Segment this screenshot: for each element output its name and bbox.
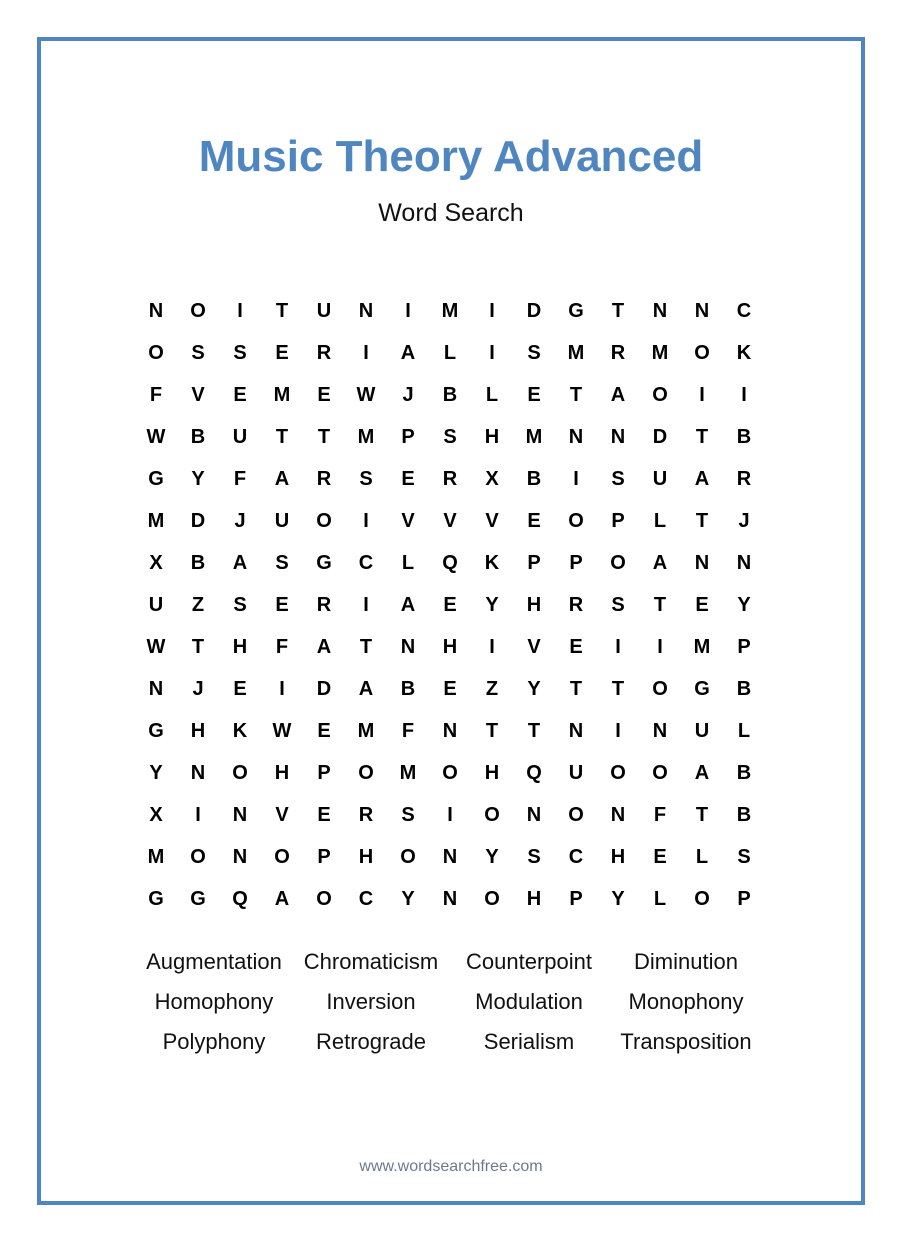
grid-letter[interactable]: F [275, 636, 289, 658]
word-list-item: Inversion [326, 989, 416, 1014]
grid-letter[interactable]: W [356, 384, 376, 406]
word-list-item: Diminution [634, 949, 738, 974]
grid-letter[interactable]: O [190, 846, 206, 868]
grid-letter[interactable]: D [526, 300, 542, 322]
grid-letter[interactable]: M [441, 300, 459, 322]
grid-letter[interactable]: G [148, 720, 164, 742]
grid-letter[interactable]: W [146, 636, 166, 658]
grid-letter[interactable]: B [736, 678, 752, 700]
grid-letter[interactable]: B [736, 426, 752, 448]
grid-letter[interactable]: A [316, 636, 332, 658]
footer-url[interactable]: www.wordsearchfree.com [359, 1158, 543, 1175]
grid-letter[interactable]: O [484, 804, 500, 826]
grid-letter[interactable]: R [610, 342, 626, 364]
grid-letter[interactable]: H [484, 426, 500, 448]
grid-letter[interactable]: T [653, 594, 667, 616]
grid-letter[interactable]: A [400, 594, 416, 616]
grid-letter[interactable]: Y [485, 846, 499, 868]
grid-letter[interactable]: N [694, 552, 710, 574]
grid-letter[interactable]: G [694, 678, 710, 700]
grid-letter[interactable]: N [442, 888, 458, 910]
grid-letter[interactable]: Y [401, 888, 415, 910]
worksheet-frame [37, 37, 865, 1205]
grid-letter[interactable]: E [317, 384, 331, 406]
grid-letter[interactable]: V [527, 636, 541, 658]
grid-letter[interactable]: U [232, 426, 248, 448]
grid-letter[interactable]: E [401, 468, 415, 490]
grid-letter[interactable]: N [148, 678, 164, 700]
grid-letter[interactable]: O [316, 510, 332, 532]
grid-letter[interactable]: V [275, 804, 289, 826]
grid-letter[interactable]: I [363, 342, 369, 364]
grid-letter[interactable]: Q [526, 762, 542, 784]
grid-letter[interactable]: Q [442, 552, 458, 574]
grid-letter[interactable]: P [569, 552, 583, 574]
grid-letter[interactable]: I [363, 510, 369, 532]
grid-letter[interactable]: Z [191, 594, 205, 616]
grid-letter[interactable]: R [316, 594, 332, 616]
grid-letter[interactable]: G [568, 300, 584, 322]
grid-letter[interactable]: U [694, 720, 710, 742]
grid-letter[interactable]: S [191, 342, 205, 364]
grid-letter[interactable]: L [401, 552, 415, 574]
grid-letter[interactable]: K [736, 342, 752, 364]
grid-letter[interactable]: T [359, 636, 373, 658]
grid-letter[interactable]: J [234, 510, 246, 532]
grid-letter[interactable]: V [191, 384, 205, 406]
grid-letter[interactable]: N [442, 720, 458, 742]
grid-letter[interactable]: O [652, 678, 668, 700]
grid-letter[interactable]: M [147, 846, 165, 868]
grid-letter[interactable]: N [694, 300, 710, 322]
grid-letter[interactable]: P [737, 636, 751, 658]
grid-letter[interactable]: F [401, 720, 415, 742]
grid-letter[interactable]: S [527, 846, 541, 868]
grid-letter[interactable]: H [232, 636, 248, 658]
grid-letter[interactable]: G [148, 468, 164, 490]
grid-letter[interactable]: B [442, 384, 458, 406]
grid-letter[interactable]: I [741, 384, 747, 406]
grid-letter[interactable]: B [190, 426, 206, 448]
grid-letter[interactable]: I [657, 636, 663, 658]
grid-letter[interactable]: S [233, 342, 247, 364]
grid-letter[interactable]: A [274, 888, 290, 910]
grid-letter[interactable]: I [279, 678, 285, 700]
grid-letter[interactable]: A [694, 468, 710, 490]
grid-letter[interactable]: E [695, 594, 709, 616]
grid-letter[interactable]: T [569, 678, 583, 700]
grid-letter[interactable]: A [358, 678, 374, 700]
grid-letter[interactable]: R [316, 342, 332, 364]
grid-letter[interactable]: G [190, 888, 206, 910]
grid-letter[interactable]: N [610, 426, 626, 448]
grid-letter[interactable]: Y [149, 762, 163, 784]
grid-letter[interactable]: M [693, 636, 711, 658]
grid-letter[interactable]: Y [611, 888, 625, 910]
grid-letter[interactable]: I [195, 804, 201, 826]
grid-letter[interactable]: Q [232, 888, 248, 910]
grid-letter[interactable]: F [233, 468, 247, 490]
grid-letter[interactable]: N [400, 636, 416, 658]
grid-letter[interactable]: V [443, 510, 457, 532]
grid-letter[interactable]: O [232, 762, 248, 784]
grid-letter[interactable]: I [237, 300, 243, 322]
grid-letter[interactable]: S [233, 594, 247, 616]
grid-letter[interactable]: G [316, 552, 332, 574]
grid-letter[interactable]: E [527, 510, 541, 532]
grid-letter[interactable]: A [400, 342, 416, 364]
grid-letter[interactable]: N [442, 846, 458, 868]
grid-letter[interactable]: X [149, 804, 163, 826]
grid-letter[interactable]: I [363, 594, 369, 616]
grid-letter[interactable]: P [527, 552, 541, 574]
grid-letter[interactable]: L [485, 384, 499, 406]
grid-letter[interactable]: O [694, 342, 710, 364]
grid-letter[interactable]: L [737, 720, 751, 742]
grid-letter[interactable]: E [275, 342, 289, 364]
grid-letter[interactable]: A [610, 384, 626, 406]
grid-letter[interactable]: A [232, 552, 248, 574]
grid-letter[interactable]: N [610, 804, 626, 826]
grid-letter[interactable]: M [357, 426, 375, 448]
grid-letter[interactable]: R [358, 804, 374, 826]
word-list-item: Retrograde [315, 1029, 427, 1054]
grid-letter[interactable]: J [192, 678, 204, 700]
grid-letter[interactable]: O [400, 846, 416, 868]
grid-letter[interactable]: A [274, 468, 290, 490]
grid-letter[interactable]: P [737, 888, 751, 910]
grid-letter[interactable]: L [653, 888, 667, 910]
grid-letter[interactable]: C [358, 888, 374, 910]
grid-letter[interactable]: T [191, 636, 205, 658]
grid-letter[interactable]: B [190, 552, 206, 574]
grid-letter[interactable]: R [316, 468, 332, 490]
grid-letter[interactable]: O [358, 762, 374, 784]
grid-letter[interactable]: E [233, 678, 247, 700]
grid-letter[interactable]: I [447, 804, 453, 826]
grid-letter[interactable]: H [526, 888, 542, 910]
grid-letter[interactable]: I [573, 468, 579, 490]
grid-letter[interactable]: I [615, 720, 621, 742]
word-list-item: Monophony [628, 989, 744, 1014]
grid-letter[interactable]: O [652, 762, 668, 784]
grid-letter[interactable]: P [317, 846, 331, 868]
grid-letter[interactable]: C [568, 846, 584, 868]
grid-letter[interactable]: F [653, 804, 667, 826]
grid-letter[interactable]: N [232, 846, 248, 868]
grid-letter[interactable]: K [484, 552, 500, 574]
grid-letter[interactable]: E [317, 720, 331, 742]
grid-letter[interactable]: H [610, 846, 626, 868]
grid-letter[interactable]: M [147, 510, 165, 532]
grid-letter[interactable]: U [316, 300, 332, 322]
grid-letter[interactable]: B [526, 468, 542, 490]
grid-letter[interactable]: S [275, 552, 289, 574]
word-list-item: Serialism [483, 1029, 575, 1054]
grid-letter[interactable]: O [652, 384, 668, 406]
word-list-item: Modulation [475, 989, 583, 1014]
grid-letter[interactable]: O [274, 846, 290, 868]
grid-letter[interactable]: V [401, 510, 415, 532]
grid-letter[interactable]: O [610, 762, 626, 784]
grid-letter[interactable]: O [442, 762, 458, 784]
grid-letter[interactable]: D [652, 426, 668, 448]
word-list-item: Counterpoint [466, 949, 592, 974]
grid-letter[interactable]: R [736, 468, 752, 490]
grid-letter[interactable]: C [736, 300, 752, 322]
grid-letter[interactable]: T [611, 678, 625, 700]
grid-letter[interactable]: Y [191, 468, 205, 490]
grid-letter[interactable]: W [146, 426, 166, 448]
grid-letter[interactable]: H [526, 594, 542, 616]
grid-letter[interactable]: D [190, 510, 206, 532]
grid-letter[interactable]: E [443, 678, 457, 700]
grid-letter[interactable]: M [651, 342, 669, 364]
grid-letter[interactable]: U [274, 510, 290, 532]
grid-letter[interactable]: L [653, 510, 667, 532]
grid-letter[interactable]: N [148, 300, 164, 322]
grid-letter[interactable]: O [610, 552, 626, 574]
grid-letter[interactable]: T [569, 384, 583, 406]
grid-letter[interactable]: L [695, 846, 709, 868]
grid-letter[interactable]: T [275, 426, 289, 448]
grid-letter[interactable]: B [736, 762, 752, 784]
grid-letter[interactable]: S [359, 468, 373, 490]
grid-letter[interactable]: M [357, 720, 375, 742]
grid-letter[interactable]: O [148, 342, 164, 364]
grid-letter[interactable]: T [275, 300, 289, 322]
grid-letter[interactable]: S [401, 804, 415, 826]
word-list-item: Homophony [154, 989, 274, 1014]
grid-letter[interactable]: E [275, 594, 289, 616]
grid-letter[interactable]: E [569, 636, 583, 658]
grid-letter[interactable]: L [443, 342, 457, 364]
grid-letter[interactable]: N [652, 300, 668, 322]
grid-letter[interactable]: F [149, 384, 163, 406]
grid-letter[interactable]: X [485, 468, 499, 490]
grid-letter[interactable]: N [568, 426, 584, 448]
word-list-item: Augmentation [146, 949, 282, 974]
grid-letter[interactable]: A [694, 762, 710, 784]
grid-letter[interactable]: I [489, 342, 495, 364]
grid-letter[interactable]: T [695, 426, 709, 448]
grid-letter[interactable]: I [405, 300, 411, 322]
grid-letter[interactable]: M [399, 762, 417, 784]
grid-letter[interactable]: I [489, 300, 495, 322]
grid-letter[interactable]: S [611, 468, 625, 490]
grid-letter[interactable]: W [272, 720, 292, 742]
grid-letter[interactable]: M [273, 384, 291, 406]
grid-letter[interactable]: E [653, 846, 667, 868]
grid-letter[interactable]: H [484, 762, 500, 784]
grid-letter[interactable]: I [699, 384, 705, 406]
grid-letter[interactable]: N [568, 720, 584, 742]
grid-letter[interactable]: O [568, 804, 584, 826]
grid-letter[interactable]: R [568, 594, 584, 616]
grid-letter[interactable]: N [190, 762, 206, 784]
grid-letter[interactable]: Z [485, 678, 499, 700]
grid-letter[interactable]: N [526, 804, 542, 826]
grid-letter[interactable]: Y [737, 594, 751, 616]
grid-letter[interactable]: I [489, 636, 495, 658]
grid-letter[interactable]: R [442, 468, 458, 490]
grid-letter[interactable]: G [148, 888, 164, 910]
grid-letter[interactable]: S [611, 594, 625, 616]
grid-letter[interactable]: H [274, 762, 290, 784]
grid-letter[interactable]: V [485, 510, 499, 532]
grid-letter[interactable]: U [652, 468, 668, 490]
grid-letter[interactable]: O [484, 888, 500, 910]
page-title: Music Theory Advanced [198, 132, 704, 181]
grid-letter[interactable]: B [400, 678, 416, 700]
grid-letter[interactable]: K [232, 720, 248, 742]
grid-letter[interactable]: P [401, 426, 415, 448]
grid-letter[interactable]: H [358, 846, 374, 868]
grid-letter[interactable]: E [527, 384, 541, 406]
grid-letter[interactable]: U [148, 594, 164, 616]
grid-letter[interactable]: B [736, 804, 752, 826]
grid-letter[interactable]: P [611, 510, 625, 532]
grid-letter[interactable]: Y [527, 678, 541, 700]
grid-letter[interactable]: C [358, 552, 374, 574]
grid-letter[interactable]: T [317, 426, 331, 448]
grid-letter[interactable]: E [317, 804, 331, 826]
word-list-item: Polyphony [162, 1029, 266, 1054]
word-list-item: Transposition [620, 1029, 752, 1054]
grid-letter[interactable]: J [402, 384, 414, 406]
word-list-item: Chromaticism [303, 949, 439, 974]
grid-letter[interactable]: N [736, 552, 752, 574]
grid-letter[interactable]: A [652, 552, 668, 574]
page-subtitle: Word Search [378, 199, 524, 227]
grid-letter[interactable]: T [695, 804, 709, 826]
grid-letter[interactable]: D [316, 678, 332, 700]
grid-letter[interactable]: T [611, 300, 625, 322]
grid-letter[interactable]: T [695, 510, 709, 532]
grid-letter[interactable]: N [358, 300, 374, 322]
grid-letter[interactable]: N [232, 804, 248, 826]
grid-letter[interactable]: O [694, 888, 710, 910]
grid-letter[interactable]: S [443, 426, 457, 448]
grid-letter[interactable]: Y [485, 594, 499, 616]
grid-letter[interactable]: E [233, 384, 247, 406]
grid-letter[interactable]: S [527, 342, 541, 364]
grid-letter[interactable]: U [568, 762, 584, 784]
grid-letter[interactable]: O [568, 510, 584, 532]
grid-letter[interactable]: E [443, 594, 457, 616]
grid-letter[interactable]: S [737, 846, 751, 868]
grid-letter[interactable]: M [525, 426, 543, 448]
grid-letter[interactable]: P [317, 762, 331, 784]
grid-letter[interactable]: P [569, 888, 583, 910]
grid-letter[interactable]: T [527, 720, 541, 742]
grid-letter[interactable]: X [149, 552, 163, 574]
grid-letter[interactable]: O [316, 888, 332, 910]
grid-letter[interactable]: H [190, 720, 206, 742]
grid-letter[interactable]: J [738, 510, 750, 532]
grid-letter[interactable]: M [567, 342, 585, 364]
grid-letter[interactable]: I [615, 636, 621, 658]
grid-letter[interactable]: H [442, 636, 458, 658]
grid-letter[interactable]: T [485, 720, 499, 742]
grid-letter[interactable]: O [190, 300, 206, 322]
grid-letter[interactable]: N [652, 720, 668, 742]
